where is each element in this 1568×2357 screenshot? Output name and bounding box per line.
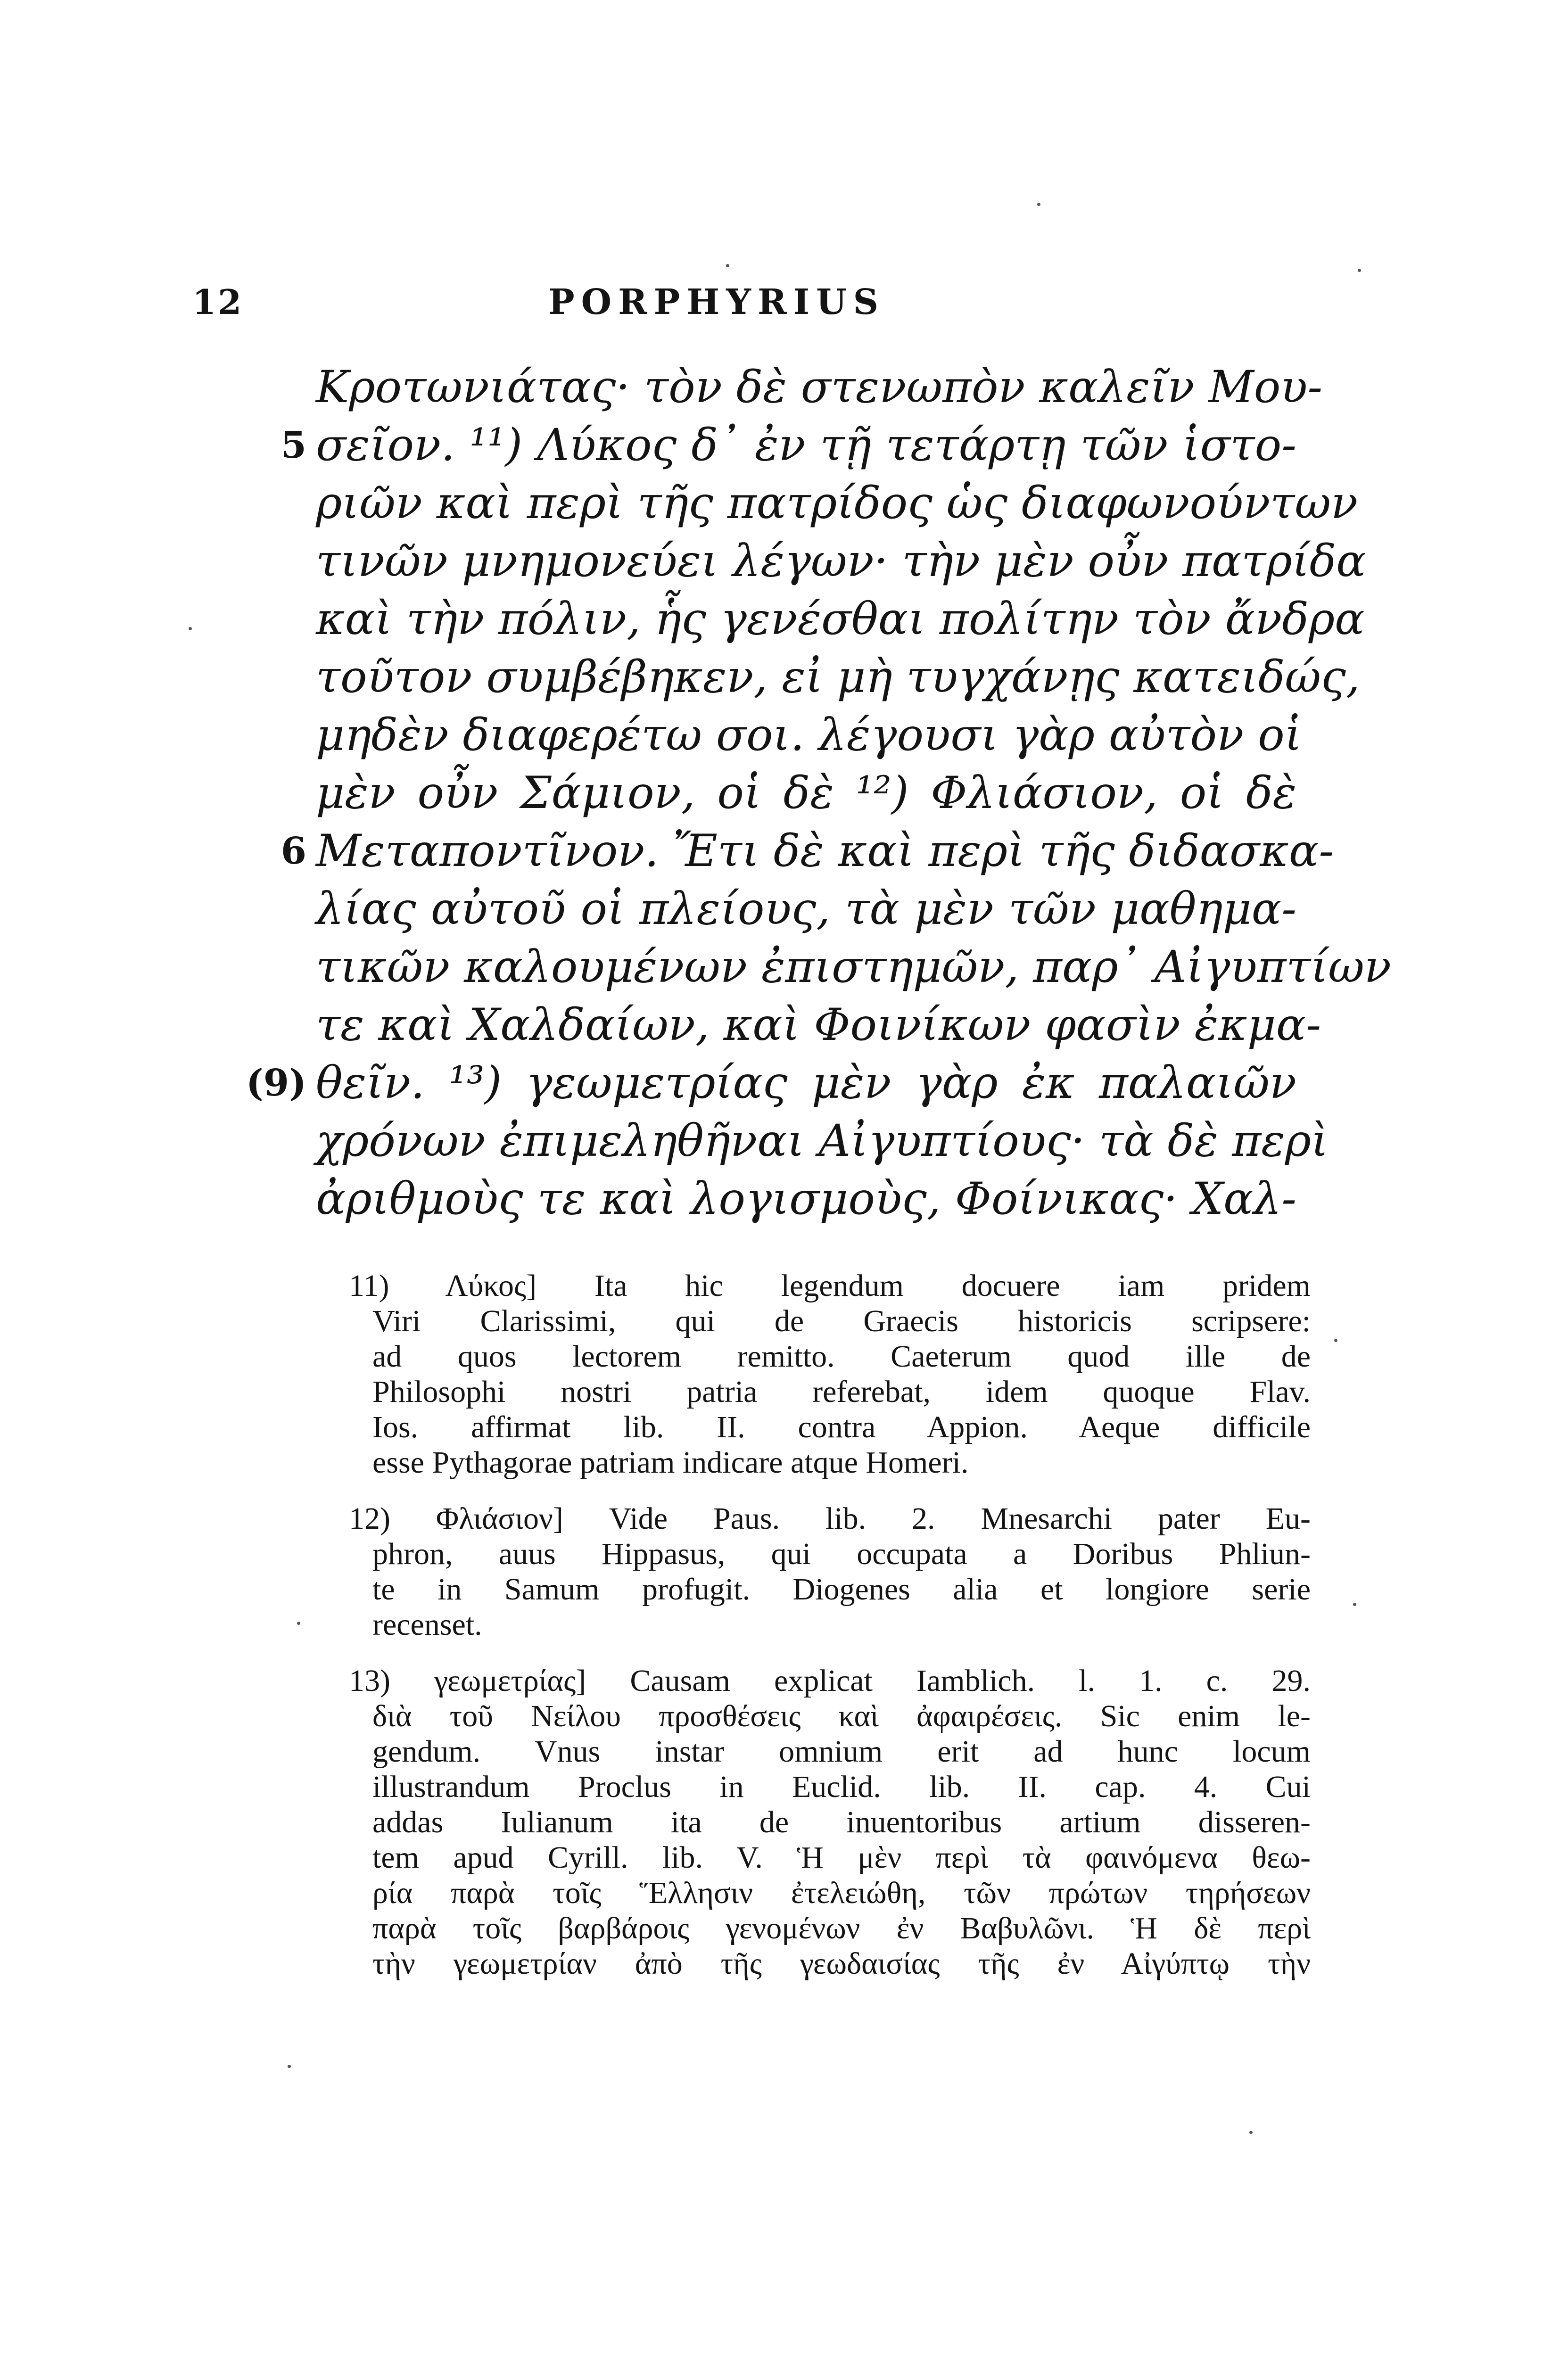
line-text: μηδὲν διαφερέτω σοι. λέγουσι γὰρ αὐτὸν οἱ (316, 709, 1302, 761)
line-text: καὶ τὴν πόλιν, ἧς γενέσθαι πολίτην τὸν ἄνδρα (316, 593, 1365, 645)
line-text: ἀριθμοὺς τε καὶ λογισμοὺς, Φοίνικας· Χαλ- (316, 1173, 1296, 1225)
footnote-line: gendum. Vnus instar omnium erit ad hunc locum (372, 1734, 1311, 1769)
text-line (316, 358, 1323, 416)
line-text: τοῦτον συμβέβηκεν, εἰ μὴ τυγχάνῃς κατειδώς, (316, 651, 1360, 703)
text-line (246, 1054, 1296, 1112)
footnote-line: 12) Φλιάσιον] Vide Paus. lib. 2. Mnesarchi pater Eu- (349, 1501, 1311, 1536)
scan-speck (1249, 2131, 1253, 2134)
footnote-line: παρὰ τοῖς βαρβάροις γενομένων ἐν Βαβυλῶνι. Ἡ δὲ περὶ (372, 1911, 1311, 1945)
page-header (192, 282, 1277, 343)
text-line (316, 880, 1296, 938)
footnote-line: ad quos lectorem remitto. Caeterum quod ille de (372, 1339, 1311, 1374)
text-line (316, 474, 1358, 532)
footnote-line: Viri Clarissimi, qui de Graecis historicis scripsere: (372, 1304, 1311, 1338)
margin-reference: 6 (281, 830, 306, 873)
footnote-line: 11) Λύκος] Ita hic legendum docuere iam pridem (349, 1269, 1311, 1303)
footnote-13 (349, 1663, 1311, 1981)
footnote-line: te in Samum profugit. Diogenes alia et longiore serie (372, 1572, 1311, 1607)
footnote-line: phron, auus Hippasus, qui occupata a Doribus Phliun- (372, 1537, 1311, 1571)
footnote-line: διὰ τοῦ Νείλου προσθέσεις καὶ ἀφαιρέσεις. Sic enim le- (372, 1699, 1311, 1733)
footnote-line: esse Pythagorae patriam indicare atque Homeri. (372, 1445, 969, 1480)
running-head: PORPHYRIUS (548, 282, 885, 322)
footnote-line: addas Iulianum ita de inuentoribus artium disseren- (372, 1805, 1311, 1839)
line-text: σεῖον. ¹¹) Λύκος δ᾽ ἐν τῇ τετάρτῃ τῶν ἱστο- (316, 420, 1296, 471)
scan-speck (1353, 1603, 1356, 1606)
footnote-line: recenset. (372, 1607, 482, 1642)
footnote-line: illustrandum Proclus in Euclid. lib. II. cap. 4. Cui (372, 1770, 1311, 1804)
footnote-11 (349, 1268, 1311, 1480)
text-line (316, 706, 1302, 764)
margin-reference: 5 (281, 424, 306, 467)
text-line (316, 996, 1321, 1054)
scan-speck (726, 264, 729, 267)
text-line (281, 822, 1334, 880)
main-text (246, 358, 1392, 1228)
line-text: λίας αὐτοῦ οἱ πλείους, τὰ μὲν τῶν μαθημα- (316, 883, 1296, 935)
scan-speck (1334, 1339, 1337, 1342)
footnotes (349, 1268, 1311, 2002)
line-text: μὲν οὖν Σάμιον, οἱ δὲ ¹²) Φλιάσιον, οἱ δὲ (316, 767, 1296, 819)
footnote-line: Philosophi nostri patria referebat, idem quoque Flav. (372, 1375, 1311, 1409)
text-line (316, 532, 1366, 590)
line-text: χρόνων ἐπιμεληθῆναι Αἰγυπτίους· τὰ δὲ περὶ (316, 1115, 1329, 1167)
footnote-line: τὴν γεωμετρίαν ἀπὸ τῆς γεωδαισίας τῆς ἐν Αἰγύπτῳ τὴν (372, 1946, 1311, 1981)
page-number: 12 (192, 282, 244, 322)
footnote-line: Ios. affirmat lib. II. contra Appion. Aeque difficile (372, 1410, 1311, 1444)
scan-speck (297, 1622, 300, 1625)
text-line (316, 938, 1392, 996)
line-text: Κροτωνιάτας· τὸν δὲ στενωπὸν καλεῖν Μου- (316, 362, 1323, 413)
line-text: τινῶν μνημονεύει λέγων· τὴν μὲν οὖν πατρίδα (316, 536, 1366, 587)
scan-speck (1358, 269, 1361, 272)
text-line (316, 764, 1296, 822)
margin-reference: (9) (246, 1062, 306, 1104)
line-text: Μεταποντῖνον. Ἔτι δὲ καὶ περὶ τῆς διδασκα- (316, 825, 1334, 877)
scan-speck (288, 2065, 291, 2068)
footnote-line: ρία παρὰ τοῖς Ἕλλησιν ἐτελειώθη, τῶν πρώτων τηρήσεων (372, 1876, 1311, 1910)
text-line (316, 1170, 1296, 1228)
text-line (316, 1112, 1329, 1170)
text-line (316, 590, 1365, 648)
footnote-12 (349, 1501, 1311, 1642)
line-text: θεῖν. ¹³) γεωμετρίας μὲν γὰρ ἐκ παλαιῶν (316, 1057, 1296, 1109)
text-line (316, 648, 1360, 706)
line-text: ριῶν καὶ περὶ τῆς πατρίδος ὡς διαφωνούντων (316, 478, 1358, 529)
line-text: τικῶν καλουμένων ἐπιστημῶν, παρ᾽ Αἰγυπτίων (316, 941, 1392, 993)
footnote-line: 13) γεωμετρίας] Causam explicat Iamblich. l. 1. c. 29. (349, 1664, 1311, 1698)
text-line (281, 416, 1296, 474)
scan-speck (1037, 203, 1040, 206)
scan-speck (189, 627, 192, 630)
footnote-line: tem apud Cyrill. lib. V. Ἡ μὲν περὶ τὰ φαινόμενα θεω- (372, 1840, 1311, 1875)
line-text: τε καὶ Χαλδαίων, καὶ Φοινίκων φασὶν ἐκμα- (316, 999, 1321, 1051)
